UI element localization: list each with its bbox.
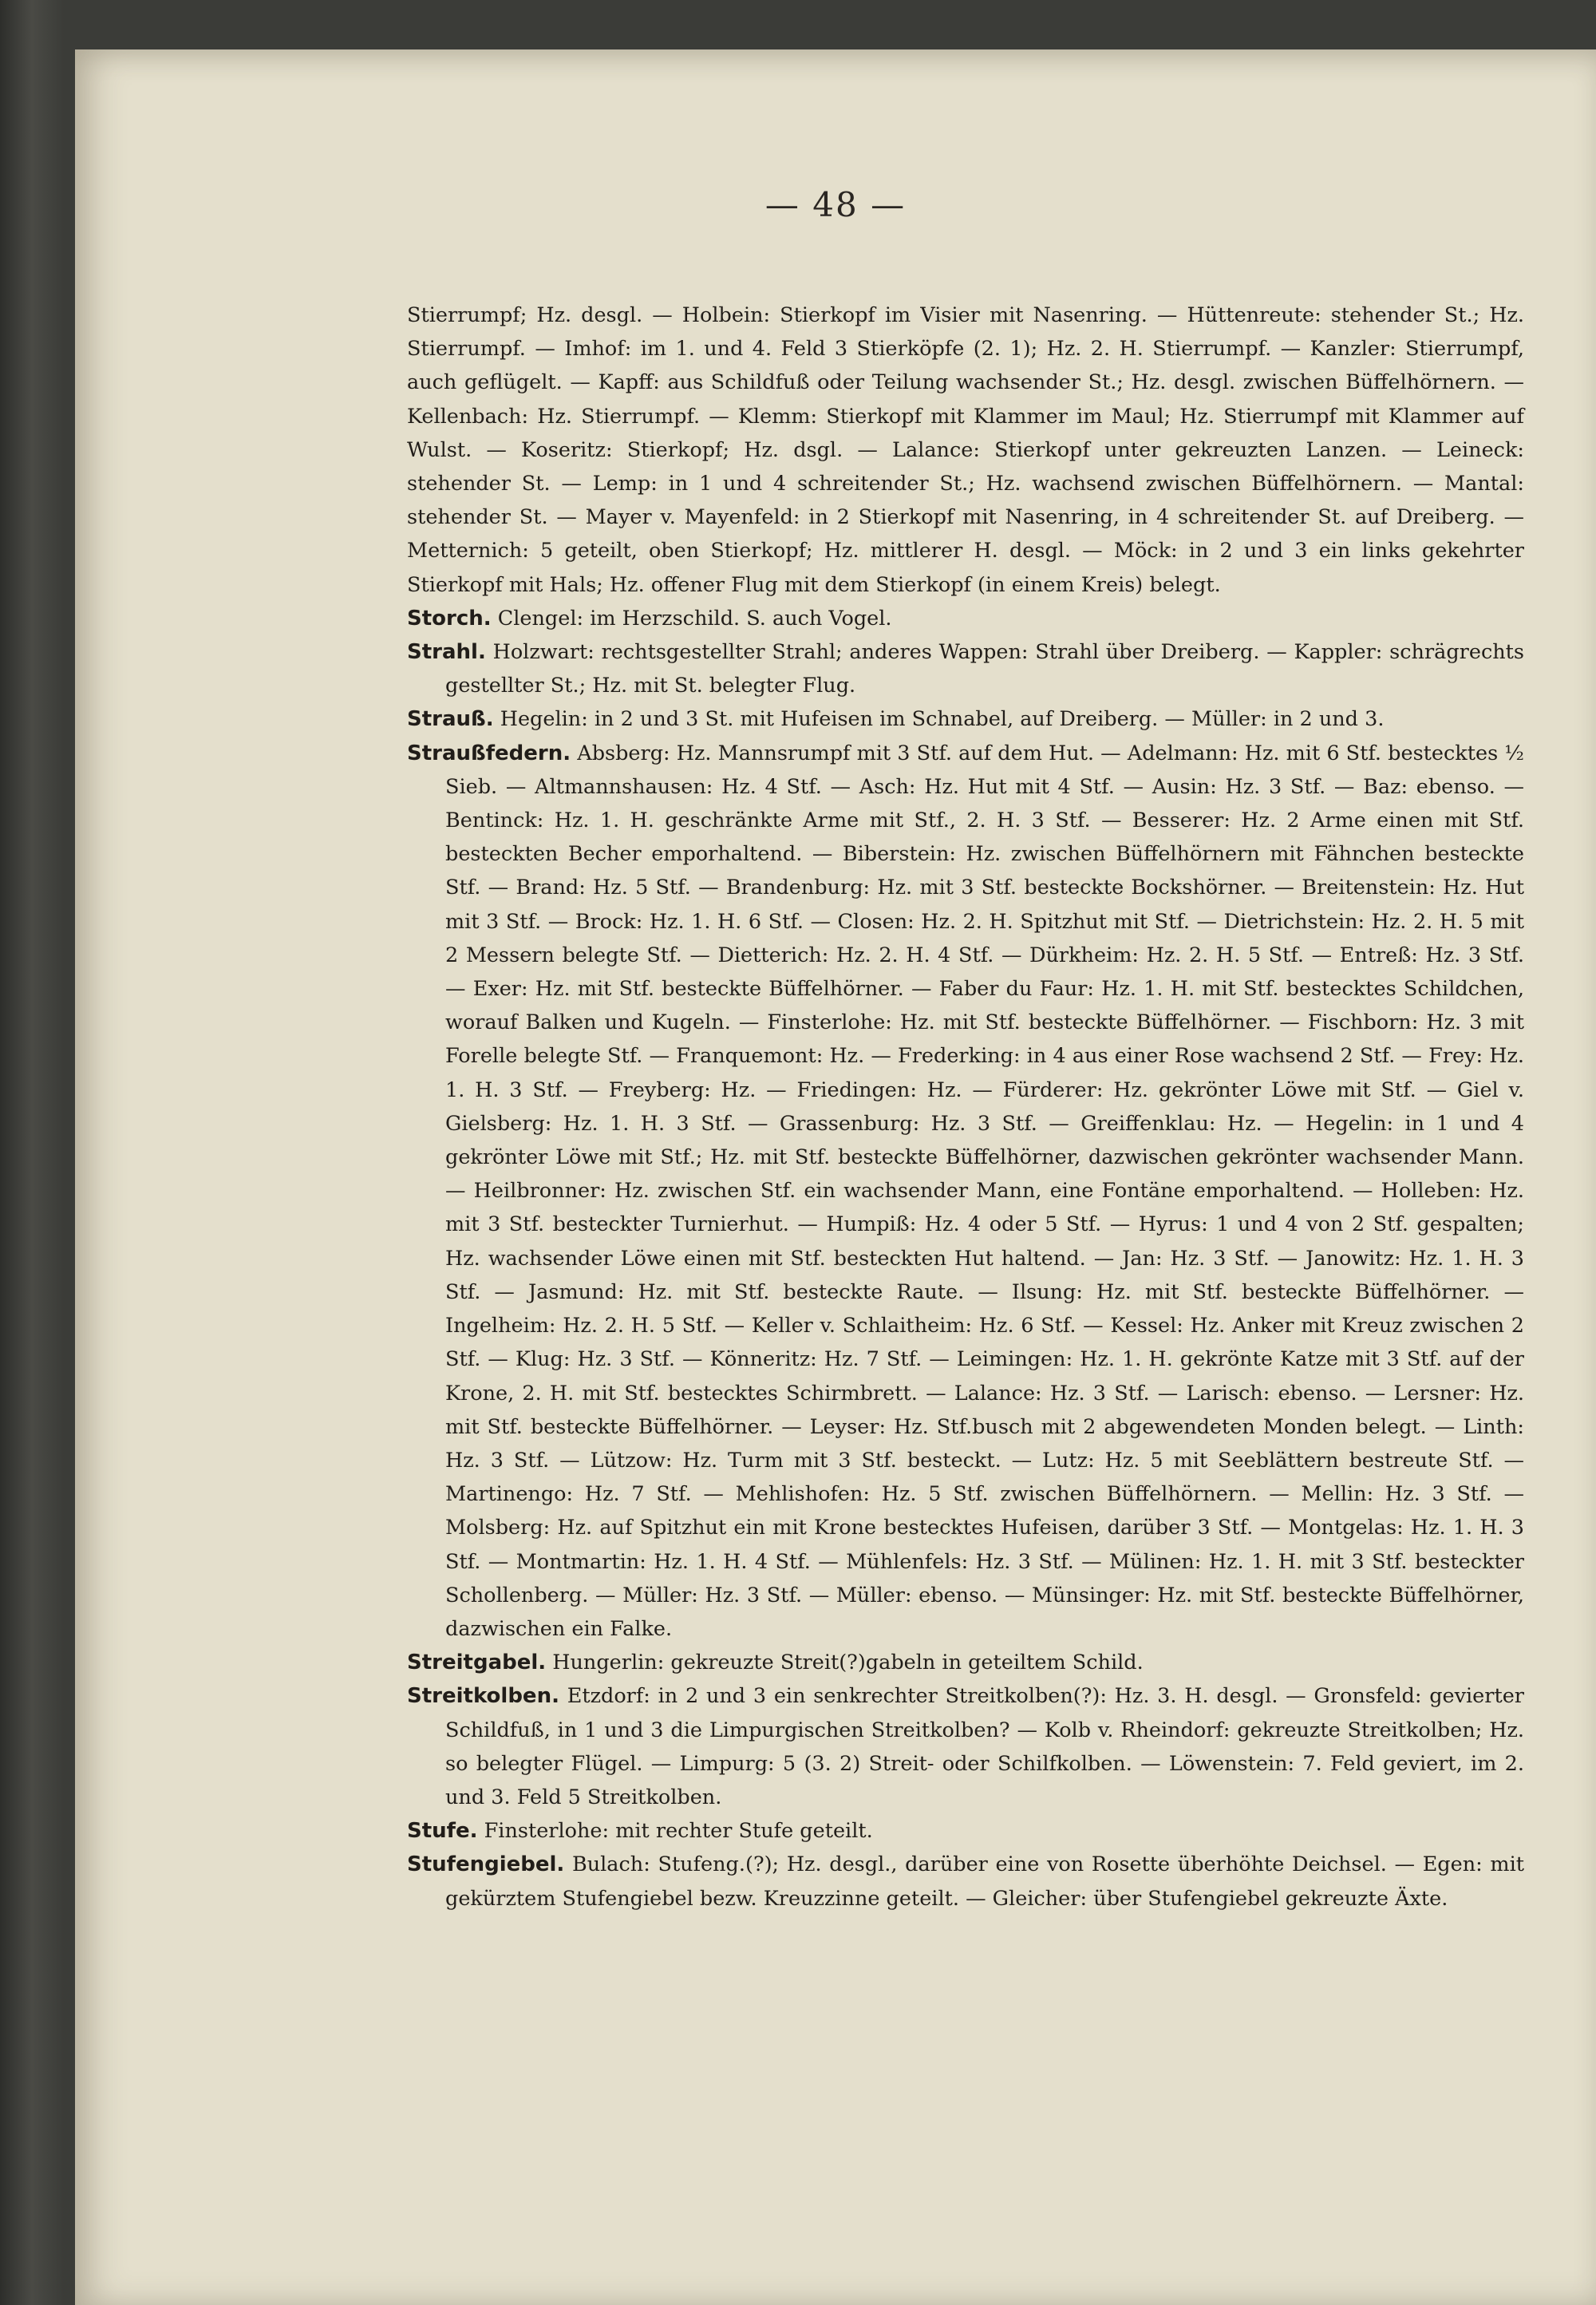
entry-text: Clengel: im Herzschild. S. auch Vogel. — [497, 606, 892, 631]
entry-keyword: Straußfedern. — [407, 741, 571, 765]
entry-stufengiebel — [407, 1848, 1524, 1915]
entry-keyword: Stufengiebel. — [407, 1852, 565, 1877]
entry-keyword: Strauß. — [407, 707, 494, 732]
entry-streitgabel — [407, 1646, 1524, 1679]
entry-keyword: Streitgabel. — [407, 1651, 547, 1675]
entry-storch — [407, 602, 1524, 635]
entry-text: Hegelin: in 2 und 3 St. mit Hufeisen im Schnabel, auf Dreiberg. — Müller: in 2 und 3. — [500, 707, 1385, 732]
entry-keyword: Storch. — [407, 606, 492, 631]
entry-strauss — [407, 702, 1524, 736]
entry-text: Stierrumpf; Hz. desgl. — Holbein: Stierkopf im Visier mit Nasenring. — Hüttenreute: stehender St.; Hz. Stierrumpf. — Imhof: im 1. und 4. Feld 3 Stierköpfe (2. 1); Hz. 2. H. Stierrumpf. — Kanzler: Stierrumpf, auch geflügelt. — Kapff: aus Schildfuß oder Teilung wachsender St.; Hz. desgl. zwischen Büffelhörnern. — Kellenbach: Hz. Stierrumpf. — Klemm: Stierkopf mit Klammer im Maul; Hz. Stierrumpf mit Klammer auf Wulst. — Koseritz: Stierkopf; Hz. dsgl. — Lalance: Stierkopf unter gekreuzten Lanzen. — Leineck: stehender St. — Lemp: in 1 und 4 schreitender St.; Hz. wachsend zwischen Büffelhörnern. — Mantal: stehender St. — Mayer v. Mayenfeld: in 2 Stierkopf mit Nasenring, in 4 schreitender St. auf Dreiberg. — Metternich: 5 geteilt, oben Stierkopf; Hz. mittlerer H. desgl. — Möck: in 2 und 3 ein links gekehrter Stierkopf mit Hals; Hz. offener Flug mit dem Stierkopf (in einem Kreis) belegt. — [407, 303, 1524, 597]
entry-text: Holzwart: rechtsgestellter Strahl; anderes Wappen: Strahl über Dreiberg. — Kappler: schrägrechts gestellter St.; Hz. mit St. belegter Flug. — [445, 640, 1524, 698]
entry-keyword: Stufe. — [407, 1819, 478, 1844]
book-page — [75, 49, 1596, 2305]
entry-straussfedern — [407, 737, 1524, 1646]
continued-entry — [407, 299, 1524, 602]
page-number: — 48 — — [764, 185, 907, 224]
entry-text: Absberg: Hz. Mannsrumpf mit 3 Stf. auf dem Hut. — Adelmann: Hz. mit 6 Stf. bestecktes ½ Sieb. — Altmannshausen: Hz. 4 Stf. — Asch: Hz. Hut mit 4 Stf. — Ausin: Hz. 3 Stf. — Baz: ebenso. — Bentinck: Hz. 1. H. geschränkte Arme mit Stf., 2. H. 3 Stf. — Besserer: Hz. 2 Arme einen mit Stf. besteckten Becher emporhaltend. — Biberstein: Hz. zwischen Büffelhörnern mit Fähnchen besteckte Stf. — Brand: Hz. 5 Stf. — Brandenburg: Hz. mit 3 Stf. besteckte Bockshörner. — Breitenstein: Hz. Hut mit 3 Stf. — Brock: Hz. 1. H. 6 Stf. — Closen: Hz. 2. H. Spitzhut mit Stf. — Dietrichstein: Hz. 2. H. 5 mit 2 Messern belegte Stf. — Dietterich: Hz. 2. H. 4 Stf. — Dürkheim: Hz. 2. H. 5 Stf. — Entreß: Hz. 3 Stf. — Exer: Hz. mit Stf. besteckte Büffelhörner. — Faber du Faur: Hz. 1. H. mit Stf. bestecktes Schildchen, worauf Balken und Kugeln. — Finsterlohe: Hz. mit Stf. besteckte Büffelhörner. — Fischborn: Hz. 3 mit Forelle belegte Stf. — Franquemont: Hz. — Frederking: in 4 aus einer Rose wachsend 2 Stf. — Frey: Hz. 1. H. 3 Stf. — Freyberg: Hz. — Friedingen: Hz. — Fürderer: Hz. gekrönter Löwe mit Stf. — Giel v. Gielsberg: Hz. 1. H. 3 Stf. — Grassenburg: Hz. 3 Stf. — Greiffenklau: Hz. — Hegelin: in 1 und 4 gekrönter Löwe mit Stf.; Hz. mit Stf. besteckte Büffelhörner, dazwischen gekrönter wachsender Mann. — Heilbronner: Hz. zwischen Stf. ein wachsender Mann, eine Fontäne emporhaltend. — Holleben: Hz. mit 3 Stf. besteckter Turnierhut. — Humpiß: Hz. 4 oder 5 Stf. — Hyrus: 1 und 4 von 2 Stf. gespalten; Hz. wachsender Löwe einen mit Stf. besteckten Hut haltend. — Jan: Hz. 3 Stf. — Janowitz: Hz. 1. H. 3 Stf. — Jasmund: Hz. mit Stf. besteckte Raute. — Ilsung: Hz. mit Stf. besteckte Büffelhörner. — Ingelheim: Hz. 2. H. 5 Stf. — Keller v. Schlaitheim: Hz. 6 Stf. — Kessel: Hz. Anker mit Kreuz zwischen 2 Stf. — Klug: Hz. 3 Stf. — Könneritz: Hz. 7 Stf. — Leimingen: Hz. 1. H. gekrönte Katze mit 3 Stf. auf der Krone, 2. H. mit Stf. bestecktes Schirmbrett. — Lalance: Hz. 3 Stf. — Larisch: ebenso. — Lersner: Hz. mit Stf. besteckte Büffelhörner. — Leyser: Hz. Stf.busch mit 2 abgewendeten Monden belegt. — Linth: Hz. 3 Stf. — Lützow: Hz. Turm mit 3 Stf. besteckt. — Lutz: Hz. 5 mit Seeblättern bestreute Stf. — Martinengo: Hz. 7 Stf. — Mehlishofen: Hz. 5 Stf. zwischen Büffelhörnern. — Mellin: Hz. 3 Stf. — Molsberg: Hz. auf Spitzhut ein mit Krone bestecktes Hufeisen, darüber 3 Stf. — Montgelas: Hz. 1. H. 3 Stf. — Montmartin: Hz. 1. H. 4 Stf. — Mühlenfels: Hz. 3 Stf. — Mülinen: Hz. 1. H. mit 3 Stf. besteckter Schollenberg. — Müller: Hz. 3 Stf. — Müller: ebenso. — Münsinger: Hz. mit Stf. besteckte Büffelhörner, dazwischen ein Falke. — [445, 741, 1525, 1641]
entry-text: Bulach: Stufeng.(?); Hz. desgl., darüber eine von Rosette überhöhte Deichsel. — Egen: mit gekürztem Stufengiebel bezw. Kreuzzinne geteilt. — Gleicher: über Stufengiebel gekreuzte Äxte. — [445, 1852, 1524, 1911]
entry-text: Finsterlohe: mit rechter Stufe geteilt. — [484, 1819, 873, 1844]
entry-text: Etzdorf: in 2 und 3 ein senkrechter Streitkolben(?): Hz. 3. H. desgl. — Gronsfeld: gevierter Schildfuß, in 1 und 3 die Limpurgischen Streitkolben? — Kolb v. Rheindorf: gekreuzte Streitkolben; Hz. so belegter Flügel. — Limpurg: 5 (3. 2) Streit- oder Schilfkolben. — Löwenstein: 7. Feld geviert, im 2. und 3. Feld 5 Streitkolben. — [445, 1684, 1524, 1809]
entry-strahl — [407, 635, 1524, 702]
entry-keyword: Strahl. — [407, 640, 486, 665]
entry-text: Hungerlin: gekreuzte Streit(?)gabeln in geteiltem Schild. — [552, 1651, 1144, 1675]
entry-keyword: Streitkolben. — [407, 1684, 559, 1709]
entry-stufe — [407, 1814, 1524, 1848]
entry-streitkolben — [407, 1679, 1524, 1814]
text-block — [407, 299, 1524, 1916]
